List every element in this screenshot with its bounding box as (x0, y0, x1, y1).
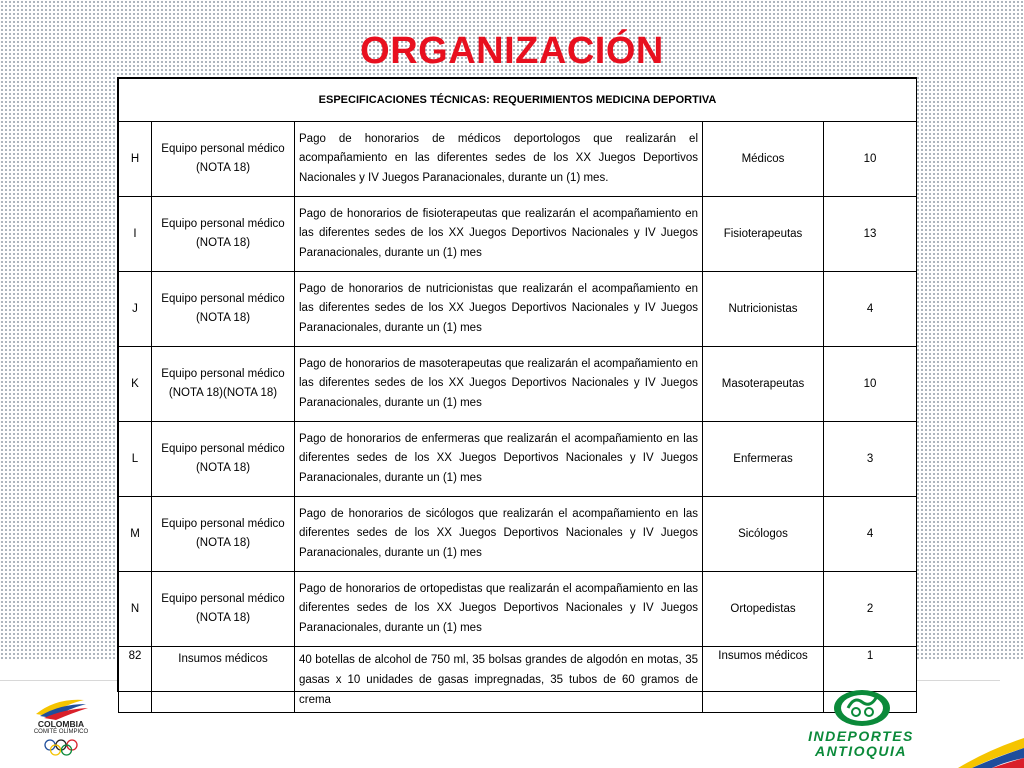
cell-quantity: 4 (824, 272, 917, 347)
cell-description: Pago de honorarios de ortopedistas que realizarán el acompañamiento en las diferentes sedes de los XX Juegos Deportivos Nacionales y IV Juegos Paranacionales, durante un (1) mes (295, 572, 703, 647)
table-row (119, 497, 917, 572)
table-row (119, 347, 917, 422)
cell-code: N (119, 572, 152, 647)
colombia-label: COLOMBIA (37, 719, 85, 729)
cell-item: Equipo personal médico (NOTA 18) (152, 572, 295, 647)
cell-quantity: 3 (824, 422, 917, 497)
spec-table-container (117, 77, 917, 706)
cell-quantity: 1 (824, 647, 917, 713)
cell-code: L (119, 422, 152, 497)
cell-code: M (119, 497, 152, 572)
cell-item: Equipo personal médico (NOTA 18) (152, 197, 295, 272)
antioquia-label: ANTIOQUIA (814, 743, 908, 759)
cell-role: Insumos médicos (703, 647, 824, 713)
comite-olimpico-label: COMITÉ OLÍMPICO (33, 729, 89, 735)
cell-code: I (119, 197, 152, 272)
olympic-rings-icon (43, 738, 79, 756)
cell-role: Ortopedistas (703, 572, 824, 647)
indeportes-label: INDEPORTES (808, 728, 914, 744)
table-row (119, 422, 917, 497)
colombia-olympic-logo (26, 694, 96, 758)
cell-role: Nutricionistas (703, 272, 824, 347)
spec-table (118, 78, 917, 713)
cell-description: Pago de honorarios de nutricionistas que realizarán el acompañamiento en las diferentes sedes de los XX Juegos Deportivos Nacionales y IV Juegos Paranacionales, durante un (1) mes (295, 272, 703, 347)
table-row (119, 122, 917, 197)
cell-quantity: 10 (824, 122, 917, 197)
cell-quantity: 2 (824, 572, 917, 647)
table-row (119, 197, 917, 272)
cell-code: 82 (119, 647, 152, 713)
slide-title: ORGANIZACIÓN (360, 30, 664, 72)
cell-description: 40 botellas de alcohol de 750 ml, 35 bolsas grandes de algodón en motas, 35 gasas x 10 unidades de gasas impregnadas, 35 tubos de 60 gramos de crema (295, 647, 703, 713)
cell-item: Equipo personal médico (NOTA 18) (152, 272, 295, 347)
cell-role: Sicólogos (703, 497, 824, 572)
cell-code: K (119, 347, 152, 422)
cell-description: Pago de honorarios de masoterapeutas que realizarán el acompañamiento en las diferentes sedes de los XX Juegos Deportivos Nacionales y IV Juegos Paranacionales, durante un (1) mes (295, 347, 703, 422)
cell-quantity: 13 (824, 197, 917, 272)
cell-code: J (119, 272, 152, 347)
table-header: ESPECIFICACIONES TÉCNICAS: REQUERIMIENTOS MEDICINA DEPORTIVA (119, 79, 917, 122)
cell-item: Equipo personal médico (NOTA 18) (152, 422, 295, 497)
cell-quantity: 4 (824, 497, 917, 572)
cell-item: Equipo personal médico (NOTA 18)(NOTA 18) (152, 347, 295, 422)
cell-description: Pago de honorarios de fisioterapeutas que realizarán el acompañamiento en las diferentes sedes de los XX Juegos Deportivos Nacionales y IV Juegos Paranacionales, durante un (1) mes (295, 197, 703, 272)
indeportes-emblem-icon (832, 688, 892, 728)
colombia-flag-corner-icon (958, 738, 1024, 768)
table-row (119, 272, 917, 347)
cell-description: Pago de honorarios de sicólogos que realizarán el acompañamiento en las diferentes sedes de los XX Juegos Deportivos Nacionales y IV Juegos Paranacionales, durante un (1) mes (295, 497, 703, 572)
cell-item: Insumos médicos (152, 647, 295, 713)
cell-role: Masoterapeutas (703, 347, 824, 422)
cell-item: Equipo personal médico (NOTA 18) (152, 122, 295, 197)
cell-role: Fisioterapeutas (703, 197, 824, 272)
cell-role: Enfermeras (703, 422, 824, 497)
cell-code: H (119, 122, 152, 197)
table-row (119, 572, 917, 647)
cell-quantity: 10 (824, 347, 917, 422)
flag-swoosh-icon (26, 694, 96, 720)
cell-item: Equipo personal médico (NOTA 18) (152, 497, 295, 572)
cell-description: Pago de honorarios de enfermeras que realizarán el acompañamiento en las diferentes sedes de los XX Juegos Deportivos Nacionales y IV Juegos Paranacionales, durante un (1) mes (295, 422, 703, 497)
cell-description: Pago de honorarios de médicos deportologos que realizarán el acompañamiento en las diferentes sedes de los XX Juegos Deportivos Nacionales y IV Juegos Paranacionales, durante un (1) mes. (295, 122, 703, 197)
indeportes-logo (776, 688, 946, 760)
cell-role: Médicos (703, 122, 824, 197)
